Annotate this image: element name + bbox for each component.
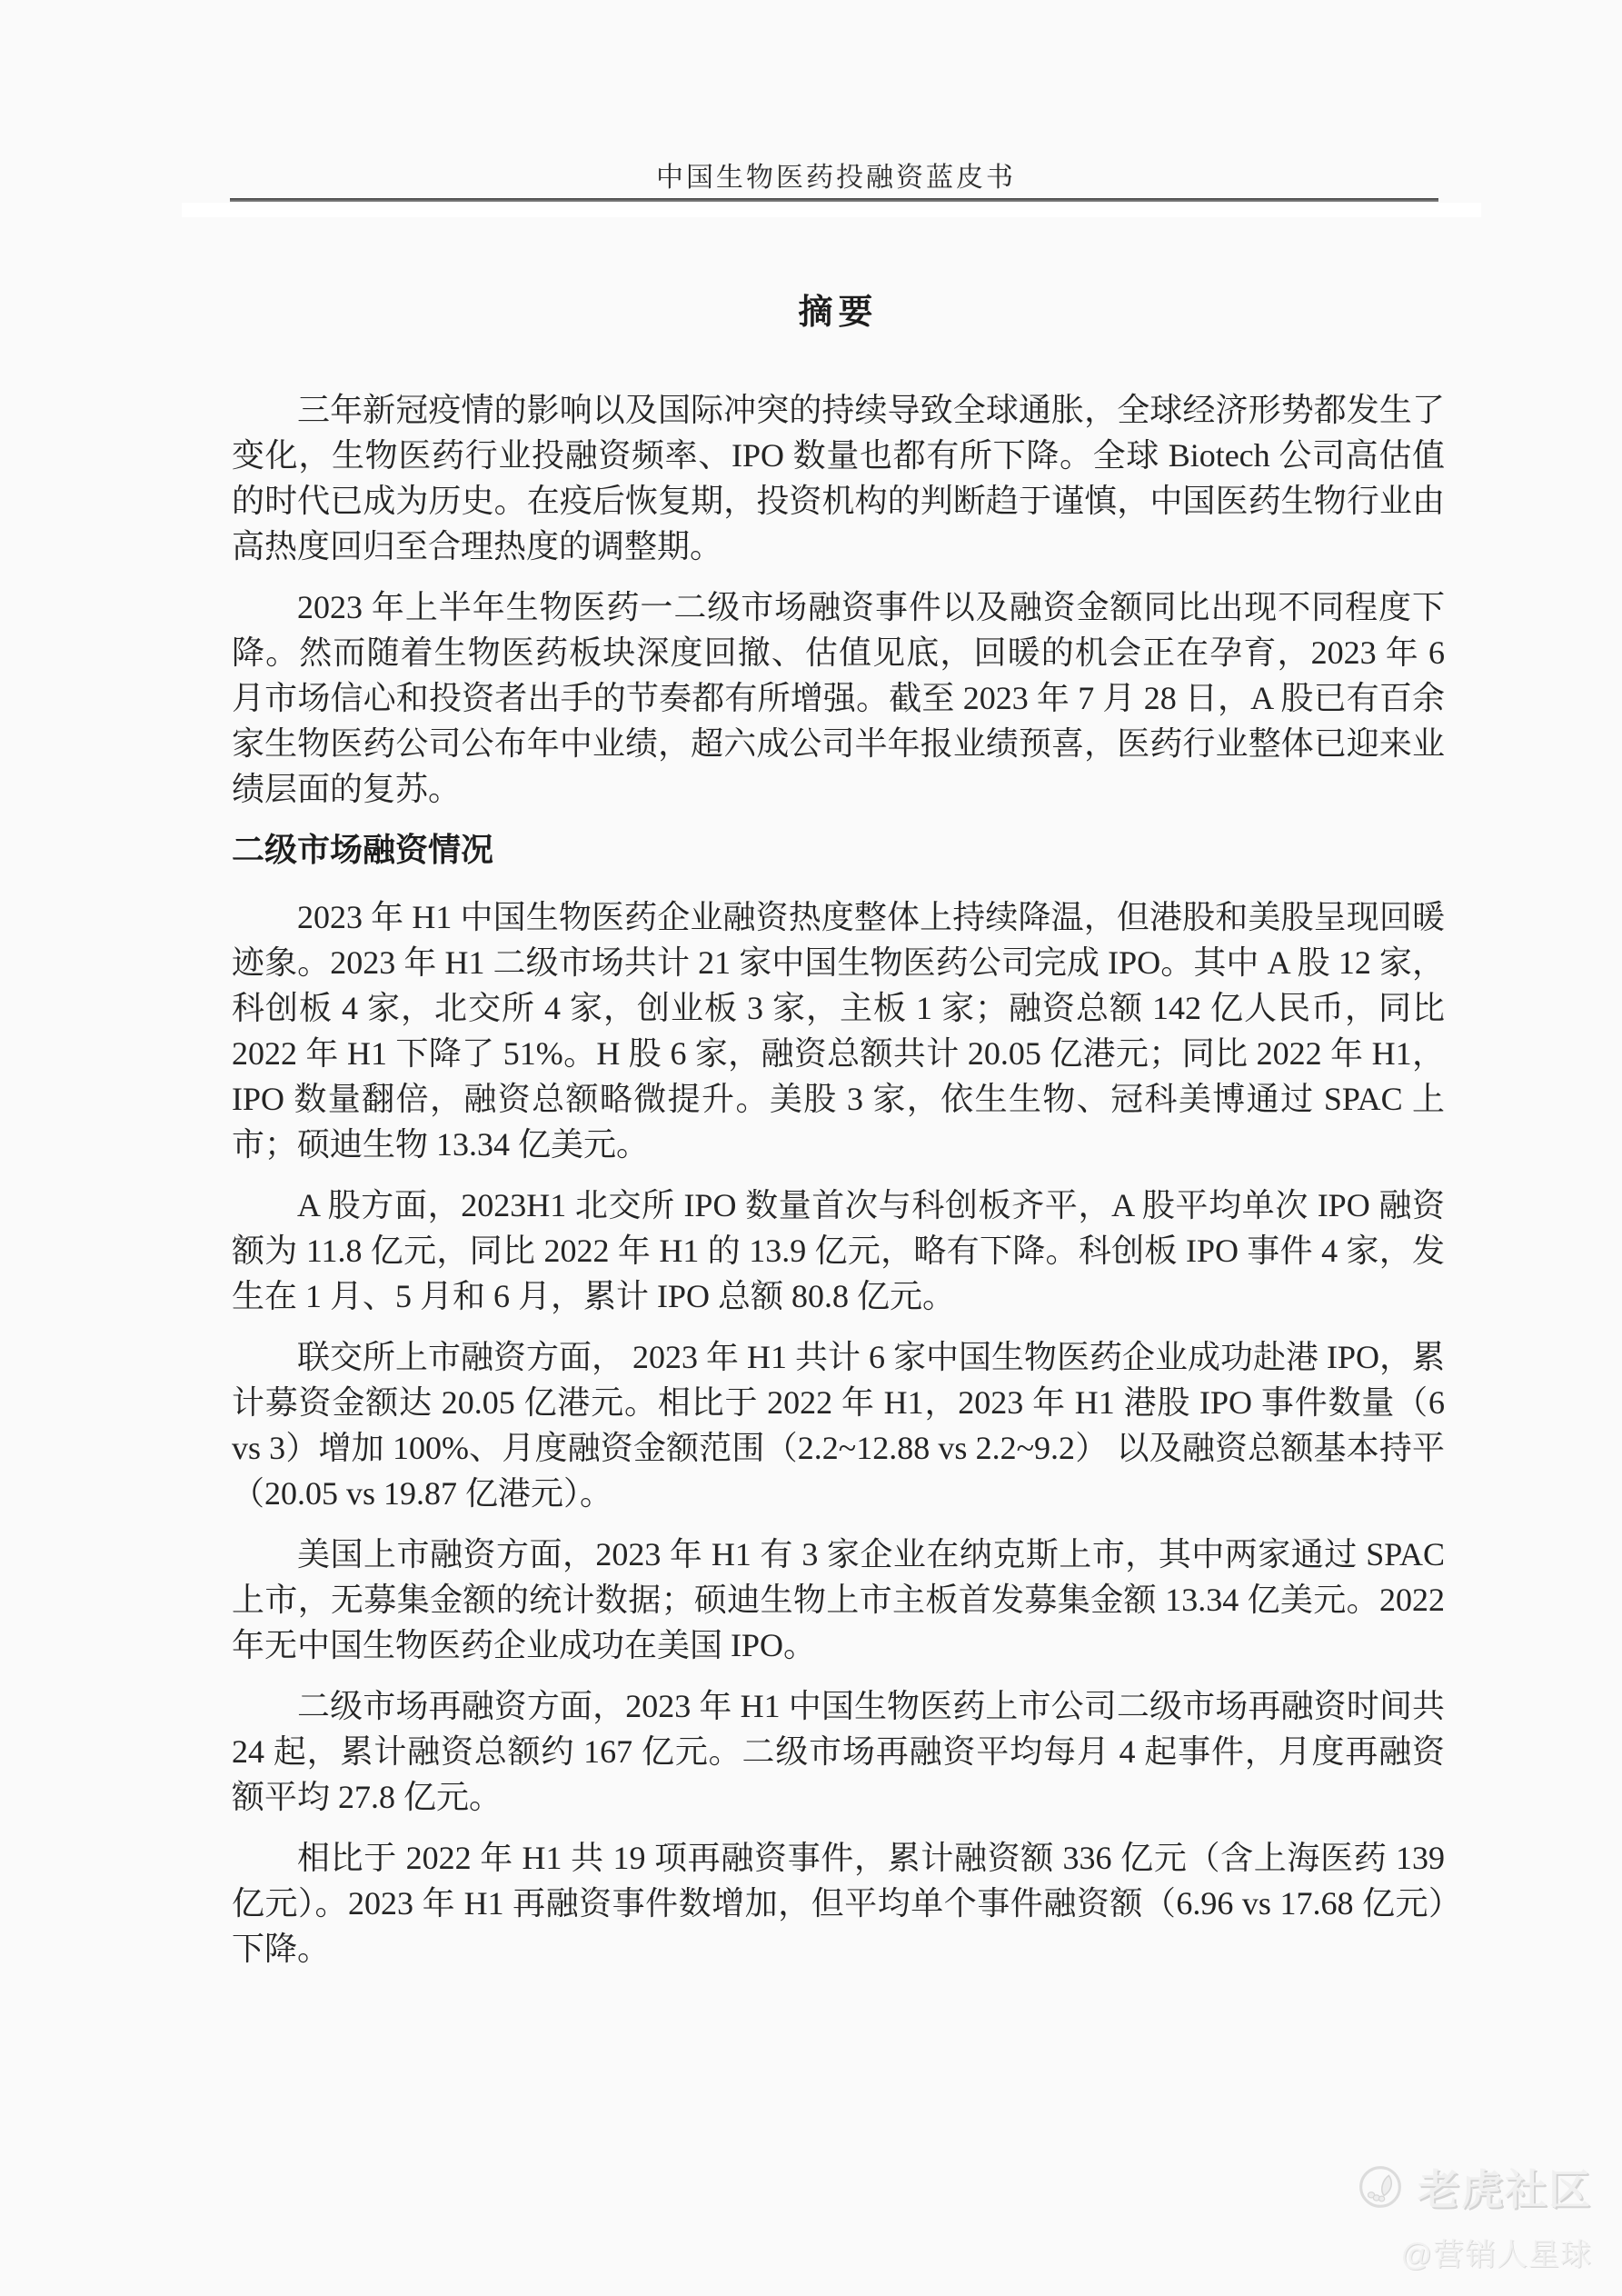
abstract-paragraph: 2023 年上半年生物医药一二级市场融资事件以及融资金额同比出现不同程度下降。然而随着生物医药板块深度回撤、估值见底，回暖的机会正在孕育，2023 年 6 月市场信心和投资者出手的节奏都有所增强。截至 2023 年 7 月 28 日，A 股已有百余家生物医药公司公布年中业绩，超六成公司半年报业绩预喜，医药行业整体已迎来业绩层面的复苏。	[232, 589, 1445, 807]
section-paragraph: 相比于 2022 年 H1 共 19 项再融资事件，累计融资额 336 亿元（含上海医药 139 亿元）。2023 年 H1 再融资事件数增加，但平均单个事件融资额（6.96 vs 17.68 亿元）下降。	[232, 1840, 1445, 1967]
running-header-text: 中国生物医药投融资蓝皮书	[656, 163, 1016, 193]
watermark	[1358, 2157, 1592, 2274]
watermark-brand-row	[1358, 2157, 1592, 2217]
section-paragraph: 2023 年 H1 中国生物医药企业融资热度整体上持续降温，但港股和美股呈现回暖迹象。2023 年 H1 二级市场共计 21 家中国生物医药公司完成 IPO。其中 A 股 12 家，科创板 4 家，北交所 4 家，创业板 3 家，主板 1 家；融资总额 142 亿人民币，同比 2022 年 H1 下降了 51%。H 股 6 家，融资总额共计 20.05 亿港元；同比 2022 年 H1，IPO 数量翻倍，融资总额略微提升。美股 3 家，依生生物、冠科美博通过 SPAC 上市；硕迪生物 13.34 亿美元。	[232, 899, 1445, 1163]
tiger-logo-icon	[1358, 2164, 1403, 2210]
page-title: 摘要	[798, 294, 879, 332]
section-paragraph: A 股方面，2023H1 北交所 IPO 数量首次与科创板齐平，A 股平均单次 IPO 融资额为 11.8 亿元，同比 2022 年 H1 的 13.9 亿元，略有下降。科创板 IPO 事件 4 家，发生在 1 月、5 月和 6 月，累计 IPO 总额 80.8 亿元。	[232, 1187, 1445, 1314]
header-rule-highlight	[182, 203, 1481, 217]
section-paragraph: 二级市场再融资方面，2023 年 H1 中国生物医药上市公司二级市场再融资时间共 24 起，累计融资总额约 167 亿元。二级市场再融资平均每月 4 起事件，月度再融资额平均 27.8 亿元。	[232, 1688, 1445, 1815]
running-header	[232, 155, 1440, 195]
header-rule	[230, 198, 1438, 202]
watermark-author-label: @营销人星球	[1400, 2238, 1592, 2272]
section-paragraph: 美国上市融资方面，2023 年 H1 有 3 家企业在纳克斯上市，其中两家通过 SPAC 上市，无募集金额的统计数据；硕迪生物上市主板首发募集金额 13.34 亿美元。2022 年无中国生物医药企业成功在美国 IPO。	[232, 1536, 1445, 1663]
abstract-paragraph: 三年新冠疫情的影响以及国际冲突的持续导致全球通胀，全球经济形势都发生了变化，生物医药行业投融资频率、IPO 数量也都有所下降。全球 Biotech 公司高估值的时代已成为历史。在疫后恢复期，投资机构的判断趋于谨慎，中国医药生物行业由高热度回归至合理热度的调整期。	[232, 392, 1445, 564]
section-heading: 二级市场融资情况	[232, 832, 494, 868]
text-column	[232, 273, 1445, 1987]
watermark-community-label: 老虎社区	[1418, 2166, 1592, 2213]
section-paragraph: 联交所上市融资方面， 2023 年 H1 共计 6 家中国生物医药企业成功赴港 IPO，累计募资金额达 20.05 亿港元。相比于 2022 年 H1，2023 年 H1 港股 IPO 事件数量（6 vs 3）增加 100%、月度融资金额范围（2.2~12.88 vs 2.2~9.2） 以及融资总额基本持平（20.05 vs 19.87 亿港元）。	[232, 1339, 1446, 1512]
